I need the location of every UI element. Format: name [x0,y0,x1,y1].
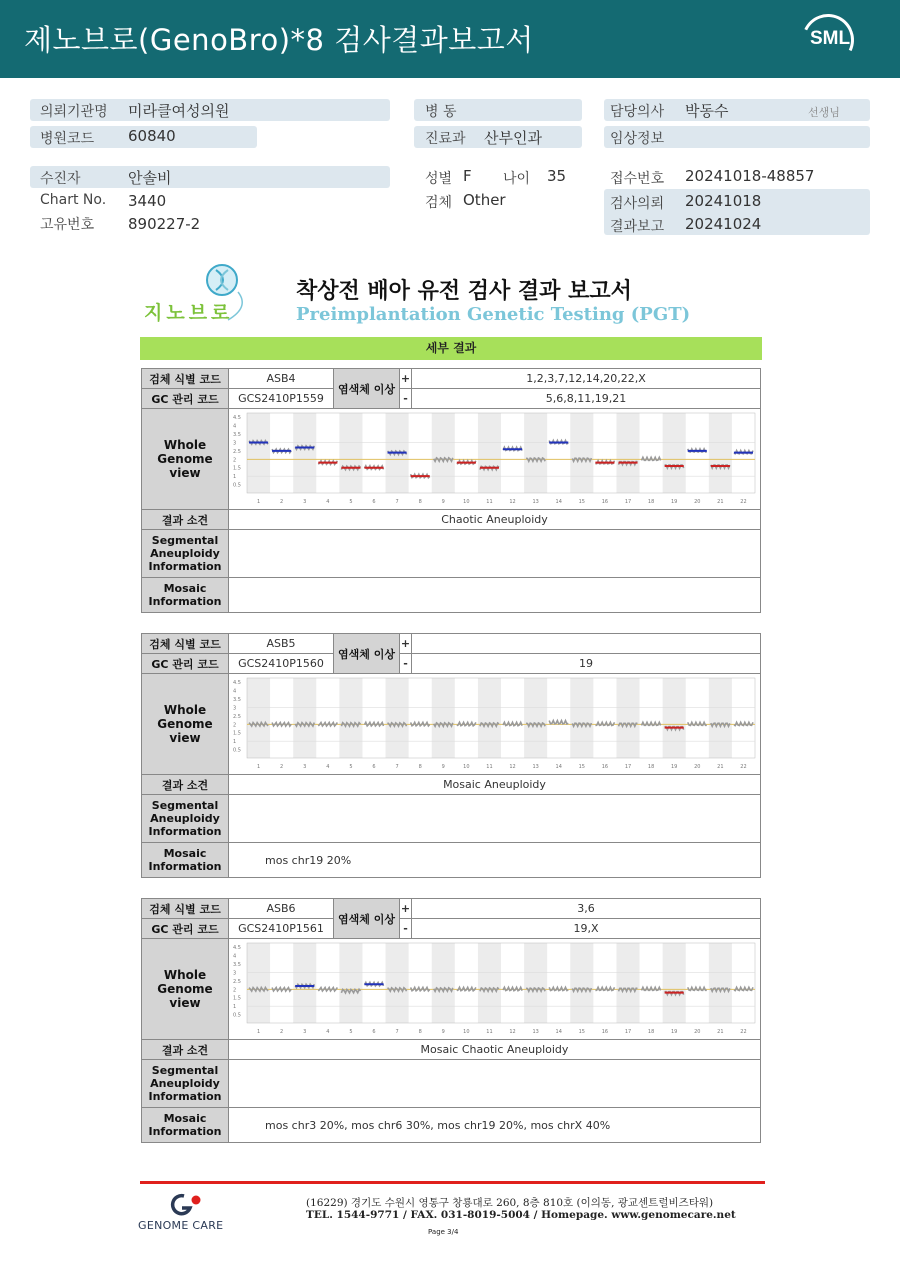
chromosome-band [431,678,454,758]
loss-chromosomes: 19 [412,654,761,674]
chromosome-band [339,943,362,1023]
doctor-label: 담당의사 [610,104,665,120]
patient-box [30,166,390,188]
sample-code: ASB4 [229,369,334,389]
segmental-label: Segmental Aneuploidy Information [142,795,229,843]
y-tick-label: 3.5 [232,432,241,439]
footer-company: GENOME CARE [138,1219,224,1232]
chromosome-band [662,943,685,1023]
x-tick-label: 18 [647,1029,654,1035]
x-tick-label: 18 [647,764,654,770]
x-tick-label: 13 [531,1029,539,1035]
patient-label: 수진자 [40,171,81,187]
y-tick-label: 3 [232,970,236,977]
chromosome-band [570,678,593,758]
y-tick-label: 1.5 [232,730,241,737]
x-tick-label: 20 [693,499,700,505]
footer-divider [140,1181,765,1184]
loss-sign: - [400,389,412,409]
x-tick-label: 15 [578,499,585,505]
gc-code: GCS2410P1561 [229,919,334,939]
x-tick-label: 3 [302,1029,306,1035]
x-tick-label: 19 [670,764,677,770]
x-tick-label: 8 [418,764,422,770]
mosaic-label: Mosaic Information [142,843,229,878]
y-tick-label: 2 [232,457,236,464]
patient-value: 안솔비 [128,169,172,187]
gc-code-label: GC 관리 코드 [142,389,229,409]
x-tick-label: 2 [279,1029,283,1035]
specimen-label: 검체 [425,195,453,211]
x-tick-label: 9 [441,764,445,770]
report-title-en: Preimplantation Genetic Testing (PGT) [296,304,691,325]
chromosome-band [293,943,316,1023]
y-tick-label: 4.5 [232,945,241,952]
mosaic-label: Mosaic Information [142,1108,229,1143]
chromosome-band [616,413,639,493]
chromosome-band [616,943,639,1023]
x-tick-label: 20 [693,1029,700,1035]
copy-number-points [687,722,706,725]
footer-contact: TEL. 1544-9771 / FAX. 031-8019-5004 / Homepage. www.genomecare.net [306,1209,736,1221]
chromosome-band [708,413,731,493]
genobro-logo [140,262,260,324]
genome-care-logo [138,1192,238,1234]
chromosome-band [293,678,316,758]
x-tick-label: 6 [371,764,376,770]
logo-text: SML [809,28,851,49]
copy-number-points [456,987,475,991]
whole-genome-plot [231,939,759,1036]
y-tick-label: 2 [232,722,236,729]
specimen-value: Other [463,191,506,209]
sample-code: ASB5 [229,634,334,654]
copy-number-points [733,722,752,725]
sample-code-label: 검체 식별 코드 [142,369,229,389]
footer-address: (16229) 경기도 수원시 영통구 창룡대로 260, 8층 810호 (이의동, 광교센트럴비즈타워) [306,1197,714,1209]
sample-code-label: 검체 식별 코드 [142,899,229,919]
whole-genome-plot [231,674,759,771]
x-tick-label: 9 [441,1029,445,1035]
whole-genome-plot [231,409,759,506]
x-tick-label: 12 [508,499,516,505]
gc-code: GCS2410P1560 [229,654,334,674]
y-tick-label: 4 [232,423,236,430]
copy-number-points [641,987,660,990]
hospital-code-value: 60840 [128,127,176,145]
age-value: 35 [547,167,567,185]
copy-number-points [410,987,429,991]
genome-plot-cell [229,674,761,775]
y-tick-label: 4 [232,688,236,695]
result-text: Mosaic Chaotic Aneuploidy [229,1040,761,1060]
genome-view-label: Whole Genome view [142,939,229,1040]
chromosome-band [570,413,593,493]
x-tick-label: 21 [716,499,724,505]
segmental-text [229,795,761,843]
copy-number-points [456,722,475,726]
clinical-label: 임상정보 [610,131,665,147]
x-tick-label: 3 [302,764,306,770]
y-tick-label: 3.5 [232,697,241,704]
chromosome-band [662,413,685,493]
x-tick-label: 1 [256,499,260,505]
chromosome-band [477,943,500,1023]
x-tick-label: 10 [462,764,470,770]
y-tick-label: 2 [232,987,236,994]
copy-number-points [364,722,383,726]
copy-number-points [687,987,706,990]
chromosome-band [524,943,547,1023]
x-tick-label: 5 [348,499,353,505]
gc-code-label: GC 관리 코드 [142,919,229,939]
y-tick-label: 1.5 [232,465,241,472]
x-tick-label: 10 [462,499,470,505]
chromosome-band [708,943,731,1023]
genome-view-label: Whole Genome view [142,409,229,510]
x-tick-label: 16 [601,1029,608,1035]
y-tick-label: 1 [232,1004,236,1011]
chromosome-band [662,678,685,758]
x-tick-label: 7 [394,499,399,505]
x-tick-label: 6 [371,1029,376,1035]
chromosome-band [616,678,639,758]
segmental-label: Segmental Aneuploidy Information [142,530,229,578]
x-tick-label: 12 [508,1029,516,1035]
result-label: 결과 소견 [142,510,229,530]
y-tick-label: 1 [232,474,236,481]
x-tick-label: 15 [578,1029,585,1035]
x-tick-label: 2 [279,764,283,770]
result-text: Chaotic Aneuploidy [229,510,761,530]
chromosome-band [247,413,270,493]
gain-sign: + [400,634,412,654]
report-label: 결과보고 [610,219,665,235]
x-tick-label: 19 [670,1029,677,1035]
gain-chromosomes [412,634,761,654]
chromosome-band [524,678,547,758]
chromosome-band [247,678,270,758]
chromosome-band [247,943,270,1023]
doctor-value: 박동수 [685,102,729,120]
x-tick-label: 14 [555,1029,562,1035]
chart-value: 3440 [128,192,167,210]
report-title-kr: 착상전 배아 유전 검사 결과 보고서 [296,279,632,304]
chromosome-band [431,413,454,493]
ward-label: 병 동 [425,104,457,120]
loss-sign: - [400,654,412,674]
sample-table [141,368,761,613]
x-tick-label: 21 [716,764,724,770]
brand-kr: 지노브로 [144,302,234,324]
result-label: 결과 소견 [142,1040,229,1060]
gain-sign: + [400,369,412,389]
chromosome-band [477,678,500,758]
x-tick-label: 13 [531,764,539,770]
doctor-suffix: 선생님 [808,106,840,119]
x-tick-label: 11 [485,499,493,505]
x-tick-label: 19 [670,499,677,505]
sample-code-label: 검체 식별 코드 [142,634,229,654]
segmental-text [229,1060,761,1108]
detail-header: 세부 결과 [140,337,762,360]
copy-number-points [641,722,660,725]
mosaic-text [229,578,761,613]
x-tick-label: 5 [348,1029,353,1035]
copy-number-points [595,987,614,990]
copy-number-points [549,721,568,724]
sample-table [141,633,761,878]
chromosome-band [570,943,593,1023]
mosaic-text: mos chr19 20% [229,843,761,878]
x-tick-label: 1 [256,1029,260,1035]
request-label: 검사의뢰 [610,196,665,212]
mosaic-label: Mosaic Information [142,578,229,613]
y-tick-label: 0.5 [232,482,241,489]
x-tick-label: 1 [256,764,260,770]
y-tick-label: 1 [232,739,236,746]
y-tick-label: 0.5 [232,747,241,754]
department-value: 산부인과 [484,129,542,147]
loss-chromosomes: 19,X [412,919,761,939]
institution-label: 의뢰기관명 [40,104,108,120]
receipt-value: 20241018-48857 [685,167,815,185]
x-tick-label: 9 [441,499,445,505]
id-label: 고유번호 [40,217,95,233]
x-tick-label: 5 [348,764,353,770]
y-tick-label: 0.5 [232,1012,241,1019]
y-tick-label: 2.5 [232,713,241,720]
department-label: 진료과 [425,131,466,147]
loss-chromosomes: 5,6,8,11,19,21 [412,389,761,409]
chromosome-abnormal-label: 염색체 이상 [334,369,400,409]
hospital-code-label: 병원코드 [40,131,95,147]
copy-number-points [318,988,337,992]
x-tick-label: 4 [325,499,329,505]
x-tick-label: 8 [418,499,422,505]
chromosome-band [339,413,362,493]
chromosome-band [524,413,547,493]
genome-care-icon [166,1192,206,1216]
y-tick-label: 4.5 [232,415,241,422]
id-value: 890227-2 [128,215,201,233]
x-tick-label: 17 [624,1029,631,1035]
gc-code: GCS2410P1559 [229,389,334,409]
genome-view-label: Whole Genome view [142,674,229,775]
x-tick-label: 7 [394,1029,399,1035]
loss-sign: - [400,919,412,939]
y-tick-label: 4.5 [232,680,241,687]
sex-label: 성별 [425,171,453,187]
x-tick-label: 4 [325,1029,329,1035]
x-tick-label: 21 [716,1029,724,1035]
x-tick-label: 12 [508,764,516,770]
copy-number-points [595,722,614,725]
x-tick-label: 20 [693,764,700,770]
x-tick-label: 17 [624,764,631,770]
x-tick-label: 22 [739,764,747,770]
chromosome-band [477,413,500,493]
x-tick-label: 16 [601,499,608,505]
chromosome-band [385,943,408,1023]
genome-plot-cell [229,939,761,1040]
x-tick-label: 2 [279,499,283,505]
chart-label: Chart No. [40,192,107,208]
copy-number-points [733,987,752,990]
y-tick-label: 3 [232,705,236,712]
copy-number-points [549,987,568,990]
y-tick-label: 2.5 [232,448,241,455]
age-label: 나이 [503,171,531,187]
gain-sign: + [400,899,412,919]
gain-chromosomes: 3,6 [412,899,761,919]
x-tick-label: 10 [462,1029,470,1035]
report-value: 20241024 [685,215,762,233]
page-title: 제노브로(GenoBro)*8 검사결과보고서 [24,23,534,57]
copy-number-points [272,723,291,727]
chromosome-band [293,413,316,493]
x-tick-label: 11 [485,1029,493,1035]
sample-table [141,898,761,1143]
result-label: 결과 소견 [142,775,229,795]
y-tick-label: 3.5 [232,962,241,969]
y-tick-label: 2.5 [232,978,241,985]
chromosome-band [708,678,731,758]
x-tick-label: 18 [647,499,654,505]
x-tick-label: 22 [739,1029,747,1035]
request-value: 20241018 [685,192,762,210]
segmental-text [229,530,761,578]
x-tick-label: 8 [418,1029,422,1035]
x-tick-label: 15 [578,764,585,770]
segmental-label: Segmental Aneuploidy Information [142,1060,229,1108]
copy-number-points [272,988,291,992]
chromosome-band [431,943,454,1023]
mosaic-text: mos chr3 20%, mos chr6 30%, mos chr19 20%, mos chrX 40% [229,1108,761,1143]
chromosome-abnormal-label: 염색체 이상 [334,899,400,939]
gc-code-label: GC 관리 코드 [142,654,229,674]
x-tick-label: 13 [531,499,539,505]
x-tick-label: 3 [302,499,306,505]
gain-chromosomes: 1,2,3,7,12,14,20,22,X [412,369,761,389]
result-text: Mosaic Aneuploidy [229,775,761,795]
receipt-label: 접수번호 [610,171,665,187]
x-tick-label: 14 [555,764,562,770]
genome-plot-cell [229,409,761,510]
y-tick-label: 4 [232,953,236,960]
x-tick-label: 11 [485,764,493,770]
page-number: Page 3/4 [428,1228,459,1236]
chromosome-band [385,678,408,758]
sex-value: F [463,167,472,185]
sample-code: ASB6 [229,899,334,919]
x-tick-label: 4 [325,764,329,770]
chromosome-abnormal-label: 염색체 이상 [334,634,400,674]
copy-number-points [503,987,522,990]
x-tick-label: 7 [394,764,399,770]
y-tick-label: 3 [232,440,236,447]
institution-value: 미라클여성의원 [128,102,230,120]
x-tick-label: 22 [739,499,747,505]
copy-number-points [503,722,522,725]
header-bar [0,0,900,78]
copy-number-points [318,723,337,727]
copy-number-points [410,722,429,726]
x-tick-label: 16 [601,764,608,770]
x-tick-label: 14 [555,499,562,505]
chromosome-band [339,678,362,758]
sml-logo [802,14,854,66]
x-tick-label: 17 [624,499,631,505]
copy-number-points [641,457,660,460]
x-tick-label: 6 [371,499,376,505]
y-tick-label: 1.5 [232,995,241,1002]
